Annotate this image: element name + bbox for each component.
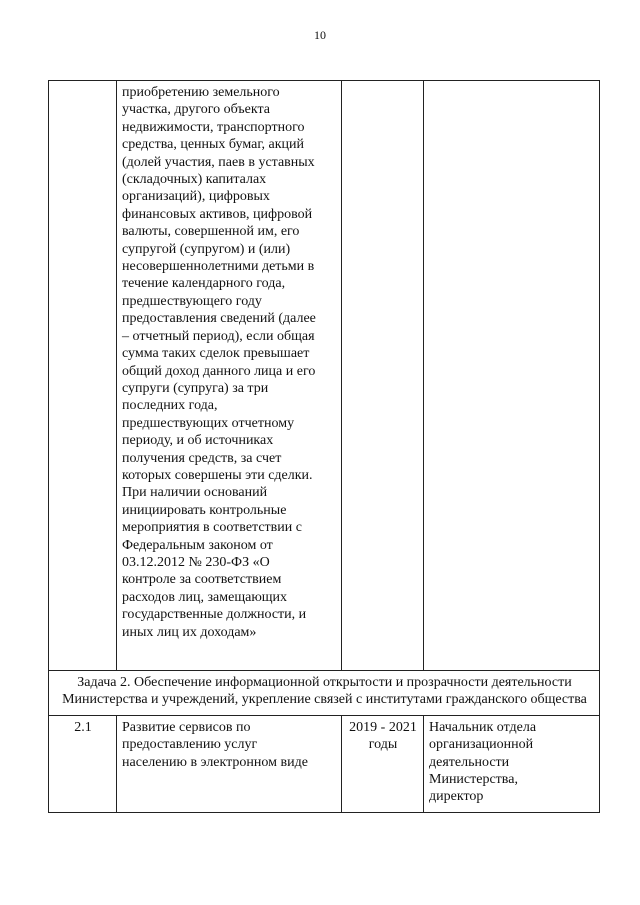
responsible-cell [424, 715, 600, 812]
period-cell [342, 715, 424, 812]
responsible-text: Начальник отдела организационной деятельности Министерства, директор [429, 719, 537, 805]
period-text: 2019 - 2021 годы [349, 719, 417, 753]
page-number: 10 [314, 28, 326, 42]
measures-table [48, 80, 600, 813]
measure-text-cell [117, 81, 342, 671]
responsible-cell [424, 81, 600, 671]
row-number-cell [49, 81, 117, 671]
measure-text: Развитие сервисов по предоставлению услуг населению в электронном виде [122, 719, 308, 770]
table-row [49, 715, 600, 812]
task-heading-row [49, 671, 600, 716]
task-heading: Задача 2. Обеспечение информационной открытости и прозрачности деятельности Министерства и учреждений, укрепление связей с институтами гражданского общества [49, 671, 600, 716]
measure-text-cell [117, 715, 342, 812]
table-row [49, 81, 600, 671]
row-number-cell [49, 715, 117, 812]
measure-text: приобретению земельного участка, другого объекта недвижимости, транспортного средства, ценных бумаг, акций (долей участия, паев в уставных (складочных) капиталах организаций), цифровых финансовых активов, цифровой валюты, совершенной им, его супругой (супругом) и (или) несовершеннолетними детьми в течение календарного года, предшествующего году предоставления сведений (далее – отчетный период), если общая сумма таких сделок превышает общий доход данного лица и его супруги (супруга) за три последних года, предшествующих отчетному периоду, и об источниках получения средств, за счет которых совершены эти сделки. При наличии оснований инициировать контрольные мероприятия в соответствии с Федеральным законом от 03.12.2012 № 230-ФЗ «О контроле за соответствием расходов лиц, замещающих государственные должности, и иных лиц их доходам» [122, 85, 316, 640]
row-number: 2.1 [74, 719, 92, 735]
period-cell [342, 81, 424, 671]
